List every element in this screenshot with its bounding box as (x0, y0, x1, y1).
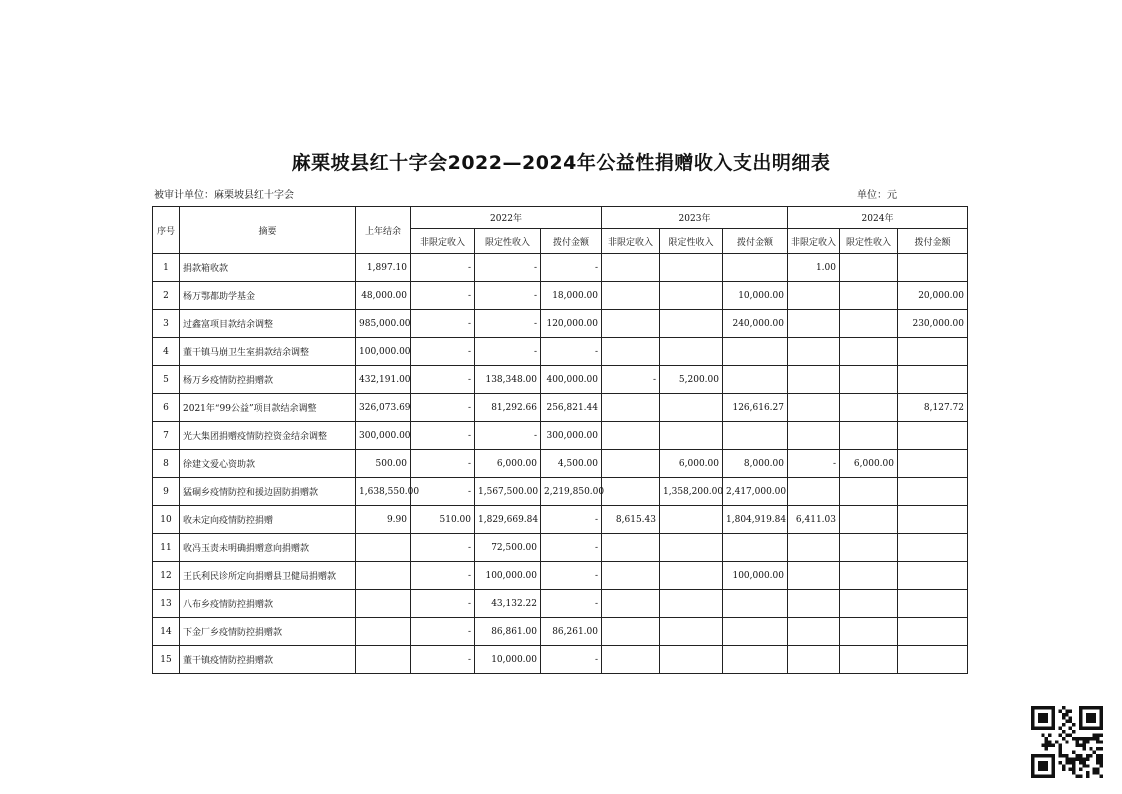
cell-2024-restricted-income (840, 534, 898, 562)
cell-2022-unrestricted-income: - (411, 478, 475, 506)
header-year-2022: 2022年 (411, 207, 602, 229)
row-prev-balance: 1,897.10 (356, 254, 411, 282)
cell-2022-unrestricted-income: - (411, 422, 475, 450)
row-summary: 捐款箱收款 (180, 254, 356, 282)
header-index: 序号 (153, 207, 180, 254)
cell-2023-unrestricted-income: 8,615.43 (602, 506, 660, 534)
header-year-2024: 2024年 (788, 207, 968, 229)
cell-2022-restricted-income: 1,567,500.00 (475, 478, 541, 506)
cell-2022-unrestricted-income: - (411, 394, 475, 422)
cell-2023-disbursement: 8,000.00 (723, 450, 788, 478)
header-disbursement: 拨付金额 (541, 229, 602, 254)
row-index: 12 (153, 562, 180, 590)
cell-2023-unrestricted-income (602, 478, 660, 506)
header-restricted-income: 限定性收入 (475, 229, 541, 254)
cell-2024-restricted-income (840, 366, 898, 394)
cell-2024-restricted-income (840, 646, 898, 674)
cell-2022-disbursement: - (541, 646, 602, 674)
cell-2023-restricted-income: 1,358,200.00 (660, 478, 723, 506)
row-summary: 收冯玉责未明确捐赠意向捐赠款 (180, 534, 356, 562)
row-prev-balance: 326,073.69 (356, 394, 411, 422)
cell-2024-unrestricted-income (788, 282, 840, 310)
cell-2024-restricted-income (840, 310, 898, 338)
cell-2022-disbursement: 2,219,850.00 (541, 478, 602, 506)
table-row (153, 254, 968, 282)
cell-2022-restricted-income: 10,000.00 (475, 646, 541, 674)
cell-2023-restricted-income (660, 422, 723, 450)
cell-2022-disbursement: 256,821.44 (541, 394, 602, 422)
row-index: 9 (153, 478, 180, 506)
cell-2023-disbursement (723, 646, 788, 674)
cell-2023-restricted-income (660, 562, 723, 590)
cell-2022-restricted-income: 1,829,669.84 (475, 506, 541, 534)
cell-2023-unrestricted-income: - (602, 366, 660, 394)
cell-2024-unrestricted-income (788, 618, 840, 646)
cell-2023-unrestricted-income (602, 646, 660, 674)
cell-2024-unrestricted-income (788, 338, 840, 366)
cell-2022-unrestricted-income: - (411, 646, 475, 674)
header-disbursement: 拨付金额 (723, 229, 788, 254)
header-unrestricted-income: 非限定收入 (602, 229, 660, 254)
currency-unit-label: 单位：元 (857, 190, 897, 201)
header-unrestricted-income: 非限定收入 (411, 229, 475, 254)
header-summary: 摘要 (180, 207, 356, 254)
cell-2024-restricted-income (840, 590, 898, 618)
cell-2023-disbursement: 1,804,919.84 (723, 506, 788, 534)
row-summary: 董干镇疫情防控捐赠款 (180, 646, 356, 674)
row-summary: 光大集团捐赠疫情防控资金结余调整 (180, 422, 356, 450)
row-prev-balance: 1,638,550.00 (356, 478, 411, 506)
table-row (153, 646, 968, 674)
cell-2022-unrestricted-income: - (411, 618, 475, 646)
cell-2022-unrestricted-income: 510.00 (411, 506, 475, 534)
cell-2022-restricted-income: - (475, 310, 541, 338)
cell-2024-disbursement (898, 534, 968, 562)
row-prev-balance (356, 646, 411, 674)
cell-2023-disbursement: 2,417,000.00 (723, 478, 788, 506)
page-title: 麻栗坡县红十字会2022—2024年公益性捐赠收入支出明细表 (291, 152, 831, 174)
cell-2023-restricted-income (660, 310, 723, 338)
cell-2022-unrestricted-income: - (411, 254, 475, 282)
cell-2024-unrestricted-income: - (788, 450, 840, 478)
row-index: 2 (153, 282, 180, 310)
cell-2024-disbursement (898, 478, 968, 506)
table-row (153, 478, 968, 506)
cell-2023-restricted-income: 5,200.00 (660, 366, 723, 394)
table-body (153, 254, 968, 674)
cell-2023-disbursement (723, 338, 788, 366)
cell-2022-restricted-income: - (475, 282, 541, 310)
row-prev-balance: 100,000.00 (356, 338, 411, 366)
cell-2022-restricted-income: - (475, 254, 541, 282)
cell-2023-unrestricted-income (602, 562, 660, 590)
cell-2024-restricted-income (840, 394, 898, 422)
row-prev-balance (356, 590, 411, 618)
table-row (153, 506, 968, 534)
header-restricted-income: 限定性收入 (840, 229, 898, 254)
row-summary: 八布乡疫情防控捐赠款 (180, 590, 356, 618)
cell-2022-unrestricted-income: - (411, 310, 475, 338)
cell-2022-unrestricted-income: - (411, 562, 475, 590)
cell-2022-restricted-income: 72,500.00 (475, 534, 541, 562)
cell-2022-restricted-income: 81,292.66 (475, 394, 541, 422)
cell-2023-restricted-income (660, 282, 723, 310)
cell-2023-disbursement: 126,616.27 (723, 394, 788, 422)
table-row (153, 422, 968, 450)
row-prev-balance (356, 562, 411, 590)
cell-2023-unrestricted-income (602, 394, 660, 422)
cell-2023-unrestricted-income (602, 450, 660, 478)
cell-2024-restricted-income (840, 478, 898, 506)
cell-2023-restricted-income (660, 646, 723, 674)
row-index: 4 (153, 338, 180, 366)
cell-2024-disbursement (898, 646, 968, 674)
cell-2023-disbursement (723, 590, 788, 618)
cell-2022-restricted-income: 100,000.00 (475, 562, 541, 590)
cell-2023-restricted-income (660, 618, 723, 646)
cell-2024-unrestricted-income (788, 310, 840, 338)
row-summary: 杨万鄂都助学基金 (180, 282, 356, 310)
cell-2023-disbursement: 100,000.00 (723, 562, 788, 590)
cell-2022-disbursement: - (541, 506, 602, 534)
cell-2024-disbursement (898, 562, 968, 590)
row-prev-balance: 300,000.00 (356, 422, 411, 450)
cell-2024-restricted-income (840, 254, 898, 282)
row-summary: 徐建文爱心资助款 (180, 450, 356, 478)
cell-2024-disbursement (898, 338, 968, 366)
cell-2024-disbursement (898, 450, 968, 478)
cell-2024-unrestricted-income (788, 394, 840, 422)
cell-2023-disbursement (723, 254, 788, 282)
table-row (153, 310, 968, 338)
row-summary: 过鑫富项目款结余调整 (180, 310, 356, 338)
table-row (153, 366, 968, 394)
cell-2022-unrestricted-income: - (411, 590, 475, 618)
cell-2024-restricted-income (840, 282, 898, 310)
cell-2022-disbursement: - (541, 534, 602, 562)
cell-2024-disbursement: 20,000.00 (898, 282, 968, 310)
row-index: 15 (153, 646, 180, 674)
row-index: 13 (153, 590, 180, 618)
cell-2023-restricted-income (660, 590, 723, 618)
cell-2024-disbursement (898, 366, 968, 394)
cell-2024-restricted-income: 6,000.00 (840, 450, 898, 478)
cell-2023-unrestricted-income (602, 338, 660, 366)
cell-2024-disbursement (898, 254, 968, 282)
cell-2022-disbursement: 4,500.00 (541, 450, 602, 478)
row-summary: 下金厂乡疫情防控捐赠款 (180, 618, 356, 646)
cell-2024-disbursement (898, 422, 968, 450)
cell-2023-restricted-income (660, 506, 723, 534)
table-row (153, 534, 968, 562)
row-index: 8 (153, 450, 180, 478)
table-row (153, 450, 968, 478)
cell-2024-restricted-income (840, 506, 898, 534)
cell-2024-disbursement (898, 618, 968, 646)
cell-2023-disbursement (723, 366, 788, 394)
header-restricted-income: 限定性收入 (660, 229, 723, 254)
cell-2024-unrestricted-income (788, 534, 840, 562)
row-index: 6 (153, 394, 180, 422)
cell-2022-restricted-income: - (475, 422, 541, 450)
table-row (153, 590, 968, 618)
row-summary: 2021年“99公益”项目款结余调整 (180, 394, 356, 422)
cell-2023-unrestricted-income (602, 254, 660, 282)
cell-2022-unrestricted-income: - (411, 366, 475, 394)
row-index: 14 (153, 618, 180, 646)
row-index: 7 (153, 422, 180, 450)
cell-2022-disbursement: 86,261.00 (541, 618, 602, 646)
cell-2023-unrestricted-income (602, 618, 660, 646)
cell-2022-restricted-income: - (475, 338, 541, 366)
cell-2022-disbursement: 18,000.00 (541, 282, 602, 310)
cell-2024-unrestricted-income (788, 646, 840, 674)
header-unrestricted-income: 非限定收入 (788, 229, 840, 254)
table-row (153, 562, 968, 590)
cell-2022-unrestricted-income: - (411, 338, 475, 366)
cell-2023-disbursement: 240,000.00 (723, 310, 788, 338)
cell-2024-unrestricted-income (788, 478, 840, 506)
header-prev-balance: 上年结余 (356, 207, 411, 254)
cell-2023-disbursement (723, 618, 788, 646)
cell-2022-disbursement: - (541, 590, 602, 618)
cell-2022-restricted-income: 43,132.22 (475, 590, 541, 618)
cell-2023-disbursement (723, 534, 788, 562)
cell-2023-restricted-income (660, 394, 723, 422)
cell-2024-restricted-income (840, 562, 898, 590)
cell-2024-disbursement: 230,000.00 (898, 310, 968, 338)
cell-2023-unrestricted-income (602, 310, 660, 338)
table-row (153, 338, 968, 366)
cell-2024-restricted-income (840, 338, 898, 366)
cell-2024-restricted-income (840, 422, 898, 450)
cell-2022-restricted-income: 6,000.00 (475, 450, 541, 478)
cell-2024-unrestricted-income (788, 422, 840, 450)
cell-2024-disbursement (898, 590, 968, 618)
cell-2022-disbursement: - (541, 562, 602, 590)
row-prev-balance: 9.90 (356, 506, 411, 534)
cell-2023-unrestricted-income (602, 534, 660, 562)
row-index: 3 (153, 310, 180, 338)
cell-2022-disbursement: 300,000.00 (541, 422, 602, 450)
cell-2023-unrestricted-income (602, 590, 660, 618)
row-prev-balance (356, 534, 411, 562)
row-prev-balance (356, 618, 411, 646)
row-summary: 猛硐乡疫情防控和援边固防捐赠款 (180, 478, 356, 506)
header-year-2023: 2023年 (602, 207, 788, 229)
header-disbursement: 拨付金额 (898, 229, 968, 254)
table-row (153, 282, 968, 310)
row-summary: 收未定向疫情防控捐赠 (180, 506, 356, 534)
cell-2023-restricted-income (660, 338, 723, 366)
row-index: 10 (153, 506, 180, 534)
row-prev-balance: 500.00 (356, 450, 411, 478)
donation-detail-table (152, 206, 968, 674)
cell-2023-disbursement (723, 422, 788, 450)
cell-2024-disbursement: 8,127.72 (898, 394, 968, 422)
cell-2023-unrestricted-income (602, 282, 660, 310)
cell-2022-restricted-income: 138,348.00 (475, 366, 541, 394)
cell-2024-disbursement (898, 506, 968, 534)
table-row (153, 618, 968, 646)
cell-2022-disbursement: - (541, 338, 602, 366)
row-index: 11 (153, 534, 180, 562)
row-summary: 王氏利民诊所定向捐赠县卫健局捐赠款 (180, 562, 356, 590)
cell-2023-restricted-income (660, 534, 723, 562)
row-summary: 杨万乡疫情防控捐赠款 (180, 366, 356, 394)
cell-2022-disbursement: 400,000.00 (541, 366, 602, 394)
row-prev-balance: 985,000.00 (356, 310, 411, 338)
cell-2024-unrestricted-income (788, 590, 840, 618)
row-summary: 董干镇马崩卫生室捐款结余调整 (180, 338, 356, 366)
cell-2022-disbursement: 120,000.00 (541, 310, 602, 338)
audited-unit-label: 被审计单位：麻栗坡县红十字会 (154, 190, 294, 201)
cell-2023-restricted-income (660, 254, 723, 282)
qr-code-icon (1031, 706, 1103, 778)
cell-2024-restricted-income (840, 618, 898, 646)
row-prev-balance: 48,000.00 (356, 282, 411, 310)
cell-2023-restricted-income: 6,000.00 (660, 450, 723, 478)
row-index: 1 (153, 254, 180, 282)
cell-2024-unrestricted-income: 6,411.03 (788, 506, 840, 534)
cell-2022-disbursement: - (541, 254, 602, 282)
table-row (153, 394, 968, 422)
cell-2022-restricted-income: 86,861.00 (475, 618, 541, 646)
cell-2023-unrestricted-income (602, 422, 660, 450)
cell-2022-unrestricted-income: - (411, 282, 475, 310)
cell-2024-unrestricted-income (788, 366, 840, 394)
cell-2024-unrestricted-income (788, 562, 840, 590)
cell-2022-unrestricted-income: - (411, 534, 475, 562)
cell-2023-disbursement: 10,000.00 (723, 282, 788, 310)
cell-2022-unrestricted-income: - (411, 450, 475, 478)
cell-2024-unrestricted-income: 1.00 (788, 254, 840, 282)
row-index: 5 (153, 366, 180, 394)
row-prev-balance: 432,191.00 (356, 366, 411, 394)
